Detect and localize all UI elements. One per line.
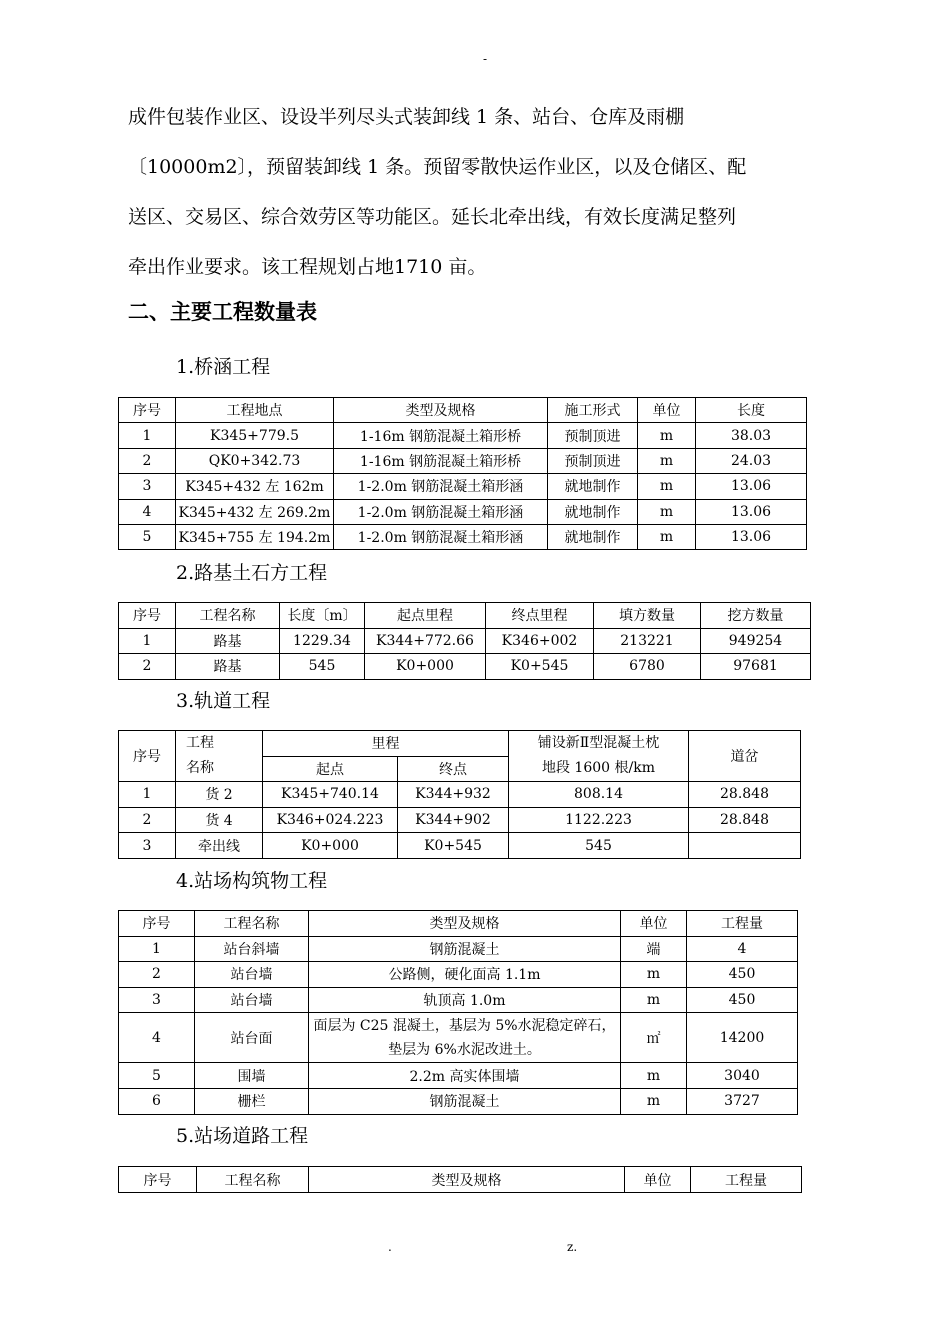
- table-cell: 13.06: [696, 474, 807, 499]
- table-cell: 站台墙: [195, 987, 309, 1013]
- table-cell: 钢筋混凝土: [309, 936, 621, 962]
- table-cell: K344+772.66: [365, 628, 486, 654]
- table-cell: 450: [687, 962, 798, 988]
- header-cell: 工程地点: [176, 398, 334, 423]
- table-cell: 1-2.0m 钢筋混凝土箱形涵: [334, 499, 548, 524]
- table-cell: 3: [119, 833, 176, 859]
- earthwork-table: [118, 602, 811, 680]
- table-header-row: [119, 603, 811, 629]
- table-cell: 3: [119, 474, 176, 499]
- table-cell: 面层为 C25 混凝土，基层为 5%水泥稳定碎石，垫层为 6%水泥改进土。: [309, 1013, 621, 1063]
- table-row: [119, 524, 807, 549]
- header-cell: 道岔: [689, 731, 801, 782]
- table-cell: 2: [119, 807, 176, 833]
- table-row: [119, 962, 798, 988]
- table-cell: 3: [119, 987, 195, 1013]
- table-cell: ㎡: [621, 1013, 687, 1063]
- header-cell: 序号: [119, 603, 176, 629]
- subsection-title-earthwork: 2.路基土石方工程: [176, 562, 328, 584]
- header-cell: 施工形式: [548, 398, 638, 423]
- table-cell: K345+740.14: [263, 782, 398, 808]
- table-cell: 450: [687, 987, 798, 1013]
- table-row: [119, 1063, 798, 1089]
- table-cell: 站台面: [195, 1013, 309, 1063]
- intro-paragraph: [128, 92, 848, 292]
- table-cell: K0+000: [365, 654, 486, 680]
- section-title: 二、主要工程数量表: [128, 299, 317, 324]
- header-cell: 类型及规格: [334, 398, 548, 423]
- table-cell: 6: [119, 1088, 195, 1114]
- table-cell: 就地制作: [548, 499, 638, 524]
- table-cell: [689, 833, 801, 859]
- table-cell: 牵出线: [176, 833, 263, 859]
- subsection-title-bridges: 1.桥涵工程: [176, 356, 271, 378]
- table-row: [119, 936, 798, 962]
- header-cell: 起点: [263, 756, 398, 782]
- table-cell: K344+932: [398, 782, 509, 808]
- table-cell: 213221: [594, 628, 701, 654]
- table-cell: K345+755 左 194.2m: [176, 524, 334, 549]
- table-row: [119, 1013, 798, 1063]
- header-cell: 类型及规格: [309, 1167, 625, 1193]
- header-cell: 工程名称: [195, 911, 309, 937]
- table-cell: m: [621, 1063, 687, 1089]
- table-header-row: [119, 1167, 802, 1193]
- table-cell: 1-16m 钢筋混凝土箱形桥: [334, 423, 548, 448]
- table-cell: 2: [119, 962, 195, 988]
- header-cell: 铺设新Ⅱ型混凝土枕 地段 1600 根/km: [509, 731, 689, 782]
- table-cell: 1: [119, 782, 176, 808]
- table-cell: m: [638, 448, 696, 473]
- table-cell: 栅栏: [195, 1088, 309, 1114]
- header-cell: 长度: [696, 398, 807, 423]
- table-cell: 28.848: [689, 807, 801, 833]
- table-cell: 6780: [594, 654, 701, 680]
- header-cell: 工程名称: [176, 603, 280, 629]
- header-cell: 单位: [621, 911, 687, 937]
- table-cell: 轨顶高 1.0m: [309, 987, 621, 1013]
- header-cell: 工程名称: [197, 1167, 309, 1193]
- table-cell: 预制顶进: [548, 423, 638, 448]
- bridge-culvert-table: [118, 397, 807, 550]
- table-cell: 545: [280, 654, 365, 680]
- table-cell: 钢筋混凝土: [309, 1088, 621, 1114]
- table-cell: 就地制作: [548, 474, 638, 499]
- paragraph-line: 牵出作业要求。该工程规划占地1710 亩。: [128, 256, 487, 278]
- table-row: [119, 807, 801, 833]
- table-cell: 货 2: [176, 782, 263, 808]
- table-cell: K0+000: [263, 833, 398, 859]
- table-cell: 2.2m 高实体围墙: [309, 1063, 621, 1089]
- table-cell: 1122.223: [509, 807, 689, 833]
- table-cell: 1-2.0m 钢筋混凝土箱形涵: [334, 474, 548, 499]
- table-cell: 1: [119, 628, 176, 654]
- header-cell: 工程量: [691, 1167, 802, 1193]
- header-cell: 单位: [625, 1167, 691, 1193]
- table-cell: 就地制作: [548, 524, 638, 549]
- header-cell: 填方数量: [594, 603, 701, 629]
- station-structures-table: [118, 910, 798, 1115]
- table-cell: K0+545: [486, 654, 594, 680]
- table-cell: QK0+342.73: [176, 448, 334, 473]
- table-cell: K345+432 左 269.2m: [176, 499, 334, 524]
- table-cell: 14200: [687, 1013, 798, 1063]
- table-cell: 3727: [687, 1088, 798, 1114]
- table-row: [119, 474, 807, 499]
- header-cell: 挖方数量: [701, 603, 811, 629]
- table-cell: 3040: [687, 1063, 798, 1089]
- table-cell: 4: [119, 499, 176, 524]
- table-cell: 站台斜墙: [195, 936, 309, 962]
- header-cell: 类型及规格: [309, 911, 621, 937]
- table-cell: 4: [119, 1013, 195, 1063]
- header-cell: 序号: [119, 1167, 197, 1193]
- table-cell: 1-2.0m 钢筋混凝土箱形涵: [334, 524, 548, 549]
- subsection-title-track: 3.轨道工程: [176, 690, 271, 712]
- table-cell: 13.06: [696, 499, 807, 524]
- table-cell: 97681: [701, 654, 811, 680]
- table-header-row: [119, 731, 801, 757]
- table-cell: m: [638, 499, 696, 524]
- table-cell: K346+002: [486, 628, 594, 654]
- table-row: [119, 833, 801, 859]
- table-cell: 545: [509, 833, 689, 859]
- table-cell: m: [638, 524, 696, 549]
- table-cell: 2: [119, 654, 176, 680]
- table-cell: m: [638, 423, 696, 448]
- header-cell: 长度〔m〕: [280, 603, 365, 629]
- header-cell: 工程 名称: [176, 731, 263, 782]
- paragraph-line: 〔10000m2〕，预留装卸线 1 条。预留零散快运作业区，以及仓储区、配: [128, 156, 747, 178]
- table-cell: 2: [119, 448, 176, 473]
- subsection-title-roads: 5.站场道路工程: [176, 1125, 309, 1147]
- station-roads-table: [118, 1166, 802, 1193]
- header-cell: 工程量: [687, 911, 798, 937]
- table-cell: 围墙: [195, 1063, 309, 1089]
- header-cell: 单位: [638, 398, 696, 423]
- table-row: [119, 628, 811, 654]
- table-cell: 公路侧，硬化面高 1.1m: [309, 962, 621, 988]
- paragraph-line: 送区、交易区、综合效劳区等功能区。延长北牵出线，有效长度满足整列: [128, 206, 737, 228]
- table-cell: m: [621, 1088, 687, 1114]
- header-cell: 序号: [119, 731, 176, 782]
- table-cell: K345+432 左 162m: [176, 474, 334, 499]
- header-cell: 序号: [119, 911, 195, 937]
- table-cell: 4: [687, 936, 798, 962]
- table-cell: 28.848: [689, 782, 801, 808]
- table-cell: 路基: [176, 628, 280, 654]
- table-header-row: [119, 911, 798, 937]
- header-cell: 序号: [119, 398, 176, 423]
- table-cell: 端: [621, 936, 687, 962]
- table-cell: 路基: [176, 654, 280, 680]
- table-cell: 预制顶进: [548, 448, 638, 473]
- table-cell: 5: [119, 524, 176, 549]
- table-cell: 1229.34: [280, 628, 365, 654]
- header-cell: 起点里程: [365, 603, 486, 629]
- table-cell: 站台墙: [195, 962, 309, 988]
- table-cell: m: [621, 962, 687, 988]
- table-row: [119, 1088, 798, 1114]
- table-cell: 货 4: [176, 807, 263, 833]
- table-cell: 1: [119, 936, 195, 962]
- table-cell: K0+545: [398, 833, 509, 859]
- page-header-mark: -: [483, 52, 488, 66]
- table-header-row: [119, 398, 807, 423]
- table-row: [119, 423, 807, 448]
- table-row: [119, 987, 798, 1013]
- table-cell: 1: [119, 423, 176, 448]
- table-cell: 5: [119, 1063, 195, 1089]
- header-cell: 终点里程: [486, 603, 594, 629]
- subsection-title-structures: 4.站场构筑物工程: [176, 870, 328, 892]
- table-cell: K346+024.223: [263, 807, 398, 833]
- table-row: [119, 499, 807, 524]
- table-cell: m: [638, 474, 696, 499]
- table-cell: K345+779.5: [176, 423, 334, 448]
- header-cell: 终点: [398, 756, 509, 782]
- table-cell: K344+902: [398, 807, 509, 833]
- header-cell: 里程: [263, 731, 509, 757]
- table-cell: m: [621, 987, 687, 1013]
- table-cell: 24.03: [696, 448, 807, 473]
- table-cell: 808.14: [509, 782, 689, 808]
- table-cell: 1-16m 钢筋混凝土箱形桥: [334, 448, 548, 473]
- table-row: [119, 448, 807, 473]
- table-row: [119, 782, 801, 808]
- paragraph-line: 成件包装作业区、设设半列尽头式装卸线 1 条、站台、仓库及雨棚: [128, 106, 685, 128]
- footer-left-mark: .: [388, 1240, 392, 1254]
- table-cell: 38.03: [696, 423, 807, 448]
- table-row: [119, 654, 811, 680]
- footer-right-mark: z.: [567, 1240, 578, 1254]
- table-cell: 13.06: [696, 524, 807, 549]
- track-table: [118, 730, 801, 859]
- table-cell: 949254: [701, 628, 811, 654]
